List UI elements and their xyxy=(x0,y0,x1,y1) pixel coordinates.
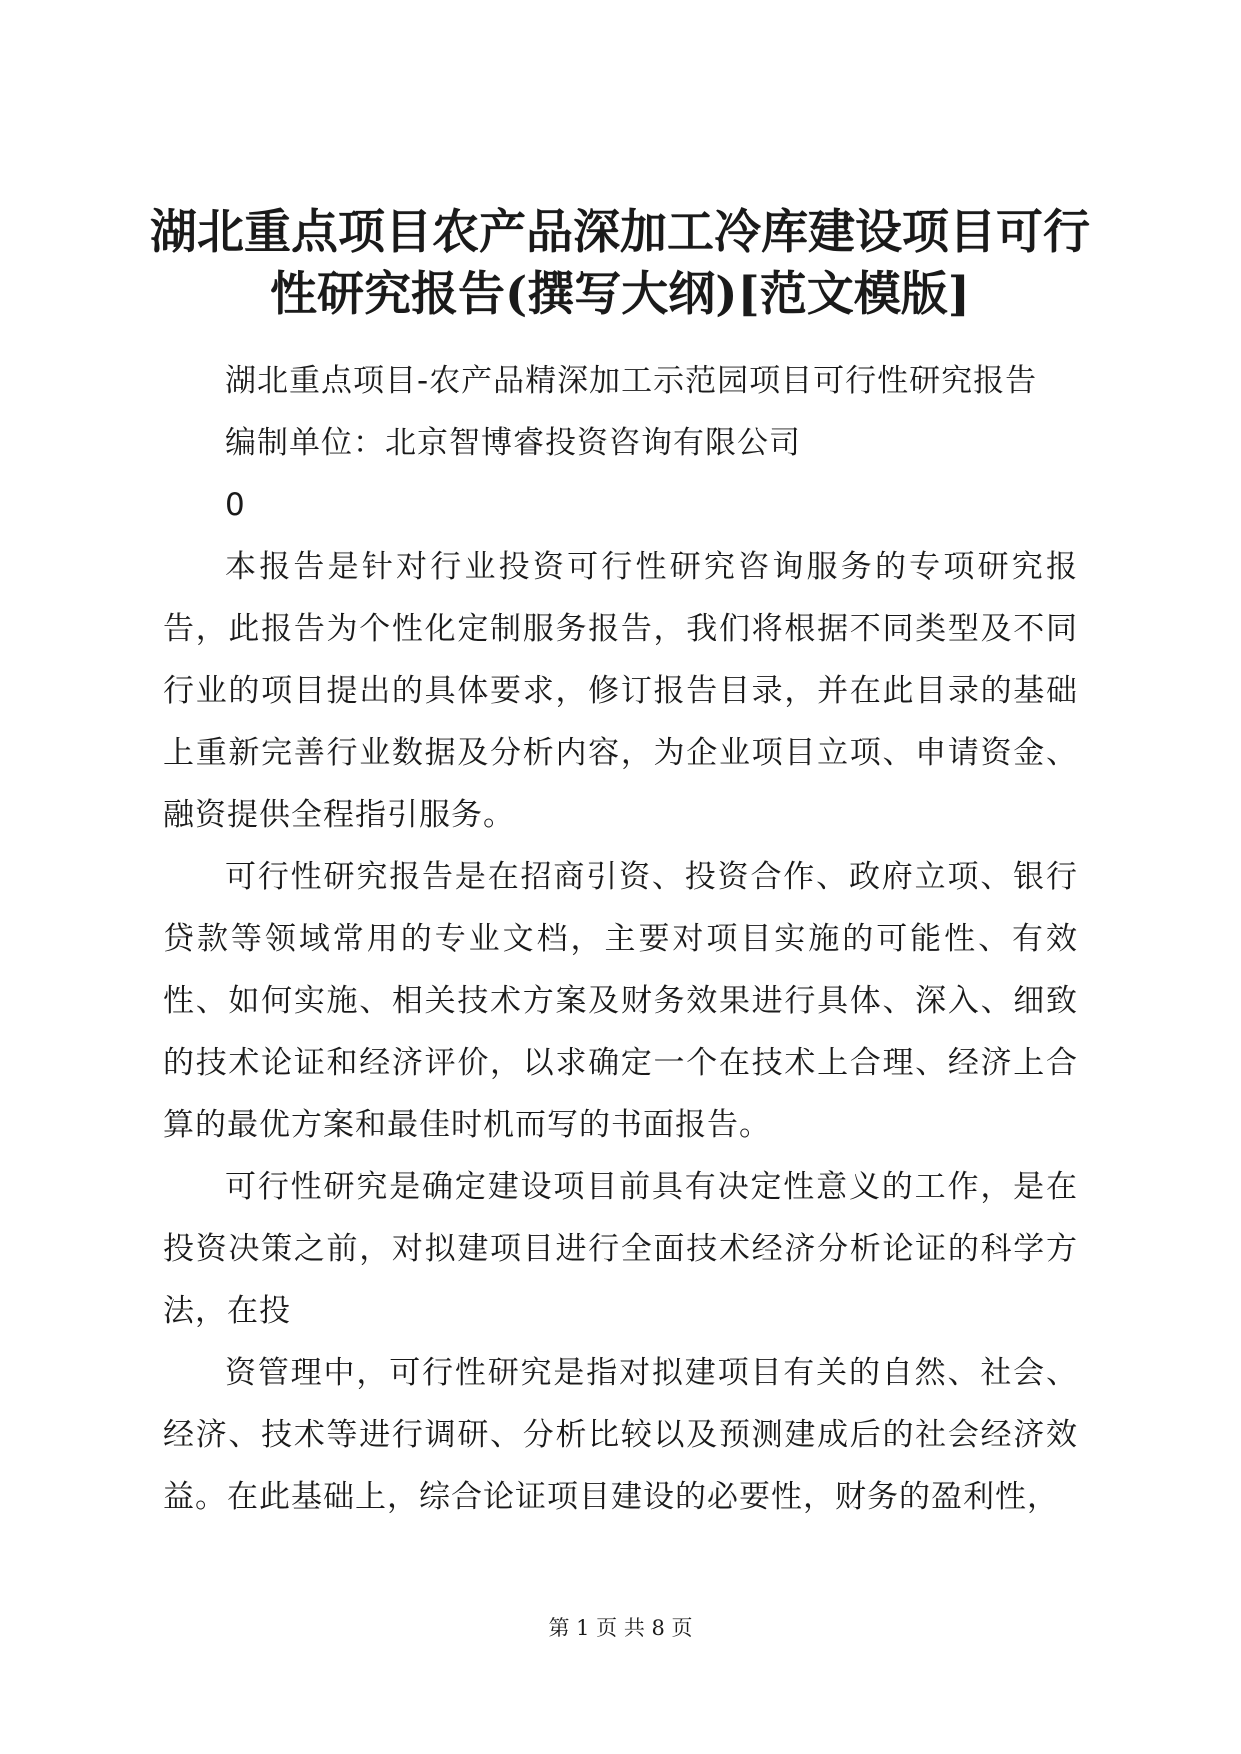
document-body xyxy=(163,350,1078,1528)
paragraph-2: 可行性研究报告是在招商引资、投资合作、政府立项、银行贷款等领域常用的专业文档，主要对项目实施的可能性、有效性、如何实施、相关技术方案及财务效果进行具体、深入、细致的技术论证和经济评价，以求确定一个在技术上合理、经济上合算的最优方案和最佳时机而写的书面报告。 xyxy=(163,859,1078,1143)
paragraph-1: 本报告是针对行业投资可行性研究咨询服务的专项研究报告，此报告为个性化定制服务报告，我们将根据不同类型及不同行业的项目提出的具体要求，修订报告目录，并在此目录的基础上重新完善行业数据及分析内容，为企业项目立项、申请资金、融资提供全程指引服务。 xyxy=(163,549,1078,833)
paragraph-4: 资管理中，可行性研究是指对拟建项目有关的自然、社会、经济、技术等进行调研、分析比较以及预测建成后的社会经济效益。在此基础上，综合论证项目建设的必要性，财务的盈利性， xyxy=(163,1355,1078,1515)
compiler-line: 编制单位：北京智博睿投资咨询有限公司 xyxy=(225,425,801,461)
page-footer: 第 1 页 共 8 页 xyxy=(548,1616,693,1640)
paragraph-3: 可行性研究是确定建设项目前具有决定性意义的工作，是在投资决策之前，对拟建项目进行全面技术经济分析论证的科学方法，在投 xyxy=(163,1169,1078,1329)
title-line-2: 性研究报告(撰写大纲)[范文模版] xyxy=(270,267,970,322)
page-marker: 0 xyxy=(225,487,246,523)
subtitle: 湖北重点项目-农产品精深加工示范园项目可行性研究报告 xyxy=(225,363,1038,399)
document-title xyxy=(150,198,1090,322)
title-line-1: 湖北重点项目农产品深加工冷库建设项目可行 xyxy=(150,205,1090,260)
